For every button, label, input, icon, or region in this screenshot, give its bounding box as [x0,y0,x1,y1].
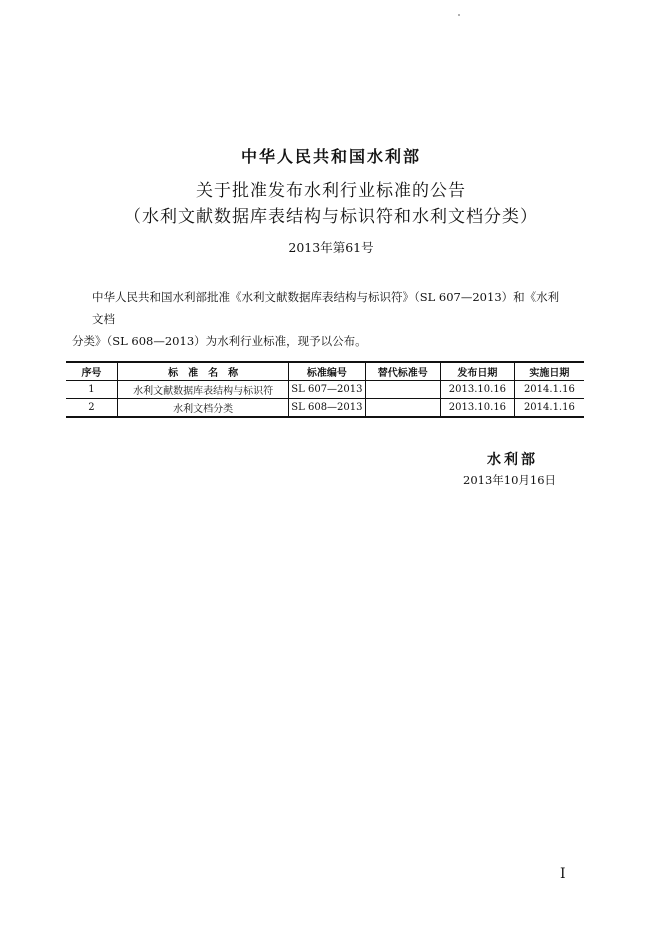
cell-replaced [365,399,441,418]
cell-code: SL 608—2013 [289,399,365,418]
table-row [66,381,584,399]
cell-publish-date: 2013.10.16 [441,381,515,399]
issuing-ministry: 中华人民共和国水利部 [240,147,421,166]
col-header-effective-date: 实施日期 [514,362,584,381]
col-header-replaced: 替代标准号 [365,362,441,381]
body-line-2: 分类》（SL 608—2013）为水利行业标准，现予以公布。 [72,334,367,348]
cell-publish-date: 2013.10.16 [441,399,515,418]
cell-index: 1 [66,381,117,399]
cell-code: SL 607—2013 [289,381,365,399]
table-row [66,399,584,418]
announcement-body [72,286,570,352]
table-header-row [66,362,584,381]
announcement-subtitle: （水利文献数据库表结构与标识符和水利文档分类） [124,207,538,227]
body-line-1: 中华人民共和国水利部批准《水利文献数据库表结构与标识符》（SL 607—2013）和《水利文档 [92,290,560,326]
cell-replaced [365,381,441,399]
cell-effective-date: 2014.1.16 [514,399,584,418]
signature-date: 2013年10月16日 [463,473,557,487]
col-header-publish-date: 发布日期 [441,362,515,381]
col-header-index: 序号 [66,362,117,381]
cell-index: 2 [66,399,117,418]
cell-effective-date: 2014.1.16 [514,381,584,399]
cell-name: 水利文档分类 [117,399,288,418]
col-header-name: 标 准 名 称 [117,362,288,381]
page-number: I [560,866,566,882]
cell-name: 水利文献数据库表结构与标识符 [117,381,288,399]
standards-table [66,361,584,418]
document-number: 2013年第61号 [288,240,374,255]
announcement-title: 关于批准发布水利行业标准的公告 [196,181,466,201]
signature-org: 水利部 [487,452,538,468]
col-header-code: 标准编号 [289,362,365,381]
scan-speck [458,14,460,16]
